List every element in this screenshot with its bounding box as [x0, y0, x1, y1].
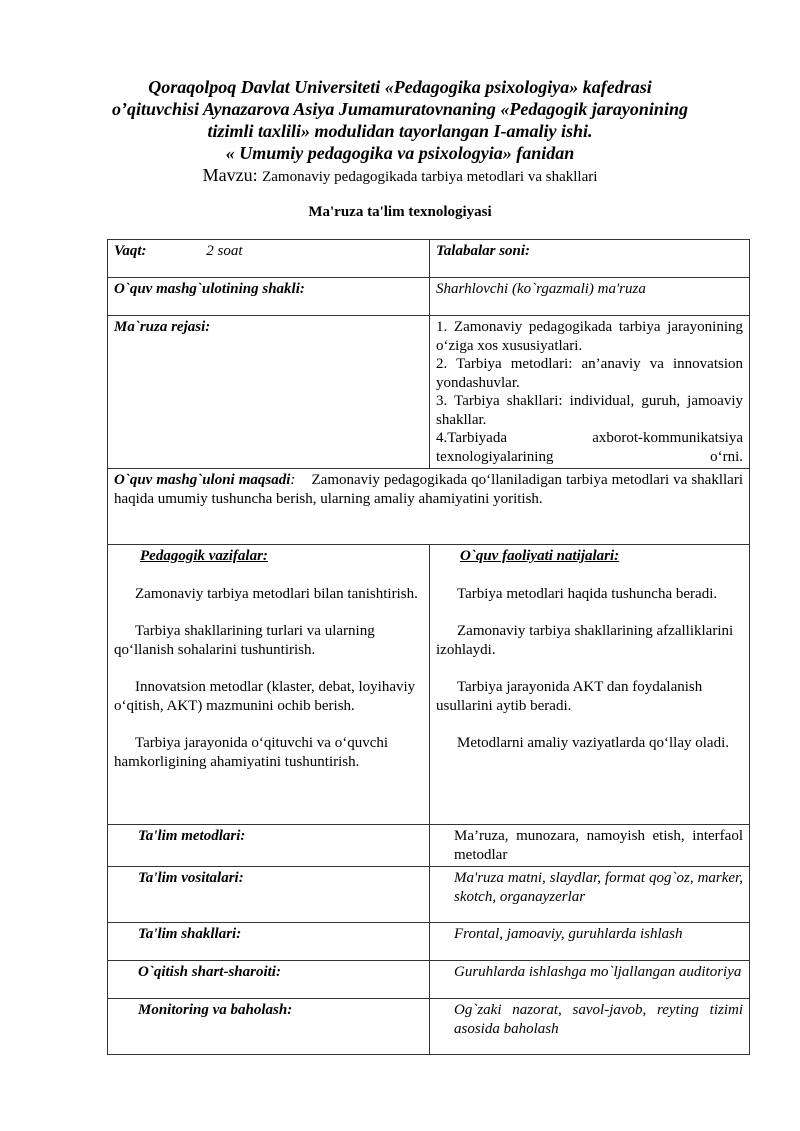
- form-value: Sharhlovchi (ko`rgazmali) ma'ruza: [430, 278, 750, 316]
- topic-label: Mavzu:: [202, 165, 263, 185]
- conditions-label: O`qitish shart-sharoiti:: [108, 961, 430, 999]
- plan-list: [430, 316, 750, 469]
- topic-line: [0, 164, 800, 188]
- header-line-1: Qoraqolpoq Davlat Universiteti «Pedagogika psixologiya» kafedrasi: [148, 77, 652, 97]
- row-forms: [108, 923, 750, 961]
- row-goal: [108, 469, 750, 545]
- task-item: Tarbiya shakllarining turlari va ularning qo‘llanish sohalarini tushuntirish.: [114, 623, 375, 658]
- header-line-4: « Umumiy pedagogika va psixologyia» fanidan: [225, 143, 575, 163]
- topic-text: Zamonaviy pedagogikada tarbiya metodlari va shakllari: [262, 169, 598, 185]
- row-form: [108, 278, 750, 316]
- time-cell: [108, 240, 430, 278]
- time-label: Vaqt:: [114, 243, 147, 259]
- task-item: Zamonaviy tarbiya metodlari bilan tanishtirish.: [135, 585, 418, 602]
- forms-value: Frontal, jamoaviy, guruhlarda ishlash: [430, 923, 750, 961]
- plan-item: 2. Tarbiya metodlari: an’anaviy va innovatsion yondashuvlar.: [436, 356, 743, 391]
- row-methods: [108, 825, 750, 867]
- forms-label: Ta'lim shakllari:: [108, 923, 430, 961]
- header-line-3: tizimli taxlili» modulidan tayorlangan I-amaliy ishi.: [207, 121, 593, 141]
- tasks-heading: Pedagogik vazifalar:: [140, 548, 268, 564]
- lecture-technology-table: [107, 239, 750, 1055]
- monitoring-label: Monitoring va baholash:: [108, 999, 430, 1055]
- plan-item: 4.Tarbiyada axborot-kommunikatsiya texnologiyalarining o‘rni.: [436, 430, 743, 465]
- row-time: [108, 240, 750, 278]
- row-tasks-results: [108, 545, 750, 825]
- row-monitoring: [108, 999, 750, 1055]
- document-header: [0, 76, 800, 188]
- tools-label: Ta'lim vositalari:: [108, 867, 430, 923]
- tasks-cell: [108, 545, 430, 825]
- goal-label: O`quv mashg`uloni maqsadi: [114, 472, 291, 488]
- goal-text: Zamonaviy pedagogikada qo‘llaniladigan tarbiya metodlari va shakllari haqida umumiy tushuncha berish, ularning amaliy ahamiyatini yoritish.: [114, 472, 743, 507]
- methods-label: Ta'lim metodlari:: [108, 825, 430, 867]
- result-item: Zamonaviy tarbiya shakllarining afzalliklarini izohlaydi.: [436, 623, 734, 658]
- row-tools: [108, 867, 750, 923]
- result-item: Metodlarni amaliy vaziyatlarda qo‘llay oladi.: [457, 735, 729, 751]
- plan-label: Ma`ruza rejasi:: [108, 316, 430, 469]
- conditions-value: Guruhlarda ishlashga mo`ljallangan auditoriya: [430, 961, 750, 999]
- result-item: Tarbiya metodlari haqida tushuncha beradi.: [457, 585, 718, 602]
- document-subtitle: Ma'ruza ta'lim texnologiyasi: [308, 204, 492, 220]
- plan-item: 1. Zamonaviy pedagogikada tarbiya jarayonining o‘ziga xos xususiyatlari.: [436, 319, 743, 354]
- results-heading: O`quv faoliyati natijalari:: [460, 548, 620, 564]
- goal-colon: :: [290, 472, 296, 488]
- time-value: 2 soat: [206, 243, 243, 259]
- methods-value: Ma’ruza, munozara, namoyish etish, interfaol metodlar: [430, 825, 750, 867]
- row-plan: [108, 316, 750, 469]
- row-conditions: [108, 961, 750, 999]
- header-line-2: o’qituvchisi Aynazarova Asiya Jumamuratovnaning «Pedagogik jarayonining: [112, 99, 688, 119]
- plan-item: 3. Tarbiya shakllari: individual, guruh, jamoaviy shakllar.: [436, 393, 743, 428]
- form-label: O`quv mashg`ulotining shakli:: [108, 278, 430, 316]
- students-label: Talabalar soni:: [430, 240, 750, 278]
- task-item: Innovatsion metodlar (klaster, debat, loyihaviy o‘qitish, AKT) mazmunini ochib berish.: [114, 679, 416, 714]
- tools-value: Ma'ruza matni, slaydlar, format qog`oz, marker, skotch, organayzerlar: [430, 867, 750, 923]
- monitoring-value: Og`zaki nazorat, savol-javob, reyting tizimi asosida baholash: [430, 999, 750, 1055]
- result-item: Tarbiya jarayonida AKT dan foydalanish usullarini aytib beradi.: [436, 679, 703, 714]
- goal-cell: [108, 469, 750, 545]
- task-item: Tarbiya jarayonida o‘qituvchi va o‘quvchi hamkorligining ahamiyatini tushuntirish.: [114, 735, 389, 770]
- results-cell: [430, 545, 750, 825]
